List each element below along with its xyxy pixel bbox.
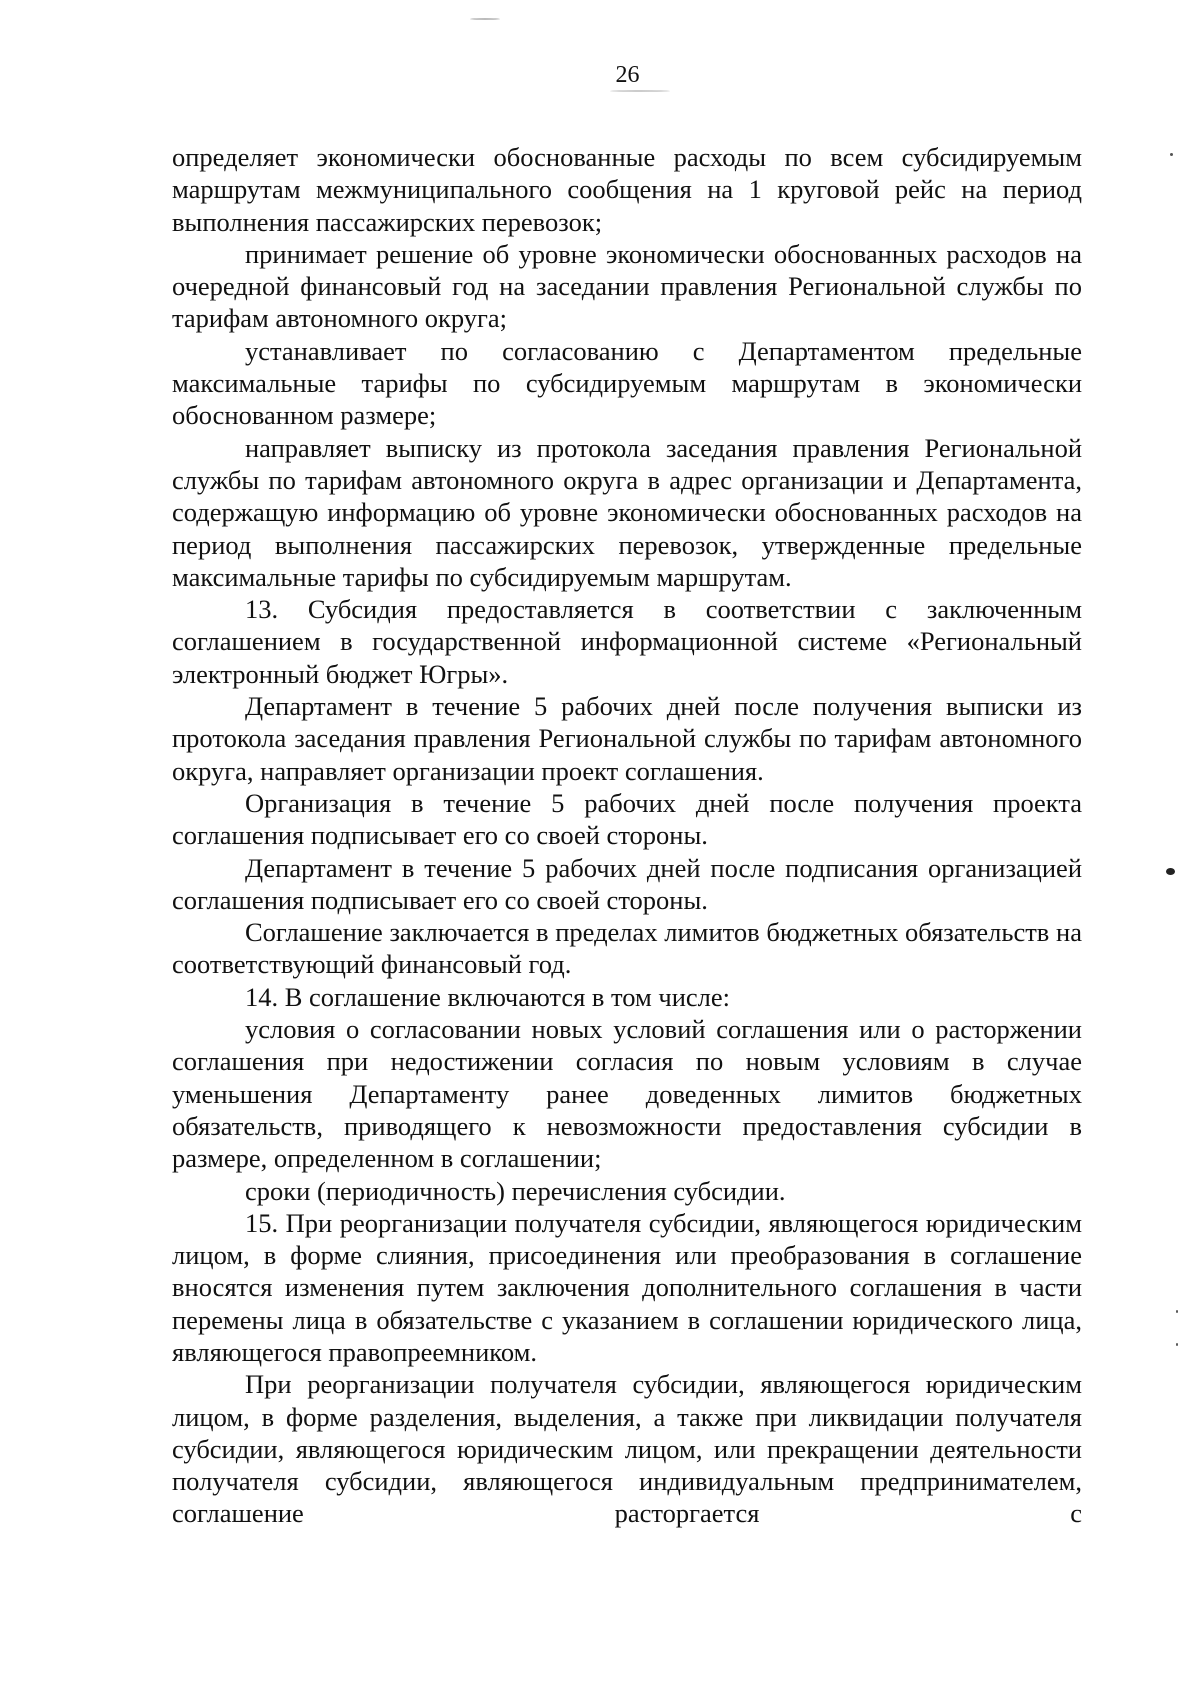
scan-speck bbox=[1176, 1310, 1178, 1313]
scan-speck bbox=[1170, 153, 1173, 156]
paragraph: 15. При реорганизации получателя субсидии, являющегося юридическим лицом, в форме слияния, присоединения или преобразования в соглашение вносятся изменения путем заключения дополнительного соглашения в части перемены лица в обязательстве с указанием в соглашении юридического лица, являющегося правопреемником. bbox=[172, 1207, 1082, 1367]
document-body bbox=[172, 141, 1082, 1530]
paragraph: Соглашение заключается в пределах лимитов бюджетных обязательств на соответствующий финансовый год. bbox=[172, 917, 1082, 980]
paragraph: направляет выписку из протокола заседания правления Региональной службы по тарифам автономного округа в адрес организации и Департамента, содержащую информацию об уровне экономически обоснованных расходов на период выполнения пассажирских перевозок, утвержденные предельные максимальные тарифы по субсидируемым маршрутам. bbox=[172, 432, 1082, 592]
paragraph: устанавливает по согласованию с Департаментом предельные максимальные тарифы по субсидируемым маршрутам в экономически обоснованном размере; bbox=[172, 335, 1082, 431]
scan-speck bbox=[1176, 1343, 1178, 1346]
scan-speck bbox=[470, 18, 500, 20]
paragraph: Департамент в течение 5 рабочих дней после подписания организацией соглашения подписывает его со своей стороны. bbox=[172, 852, 1082, 915]
paragraph: 13. Субсидия предоставляется в соответствии с заключенным соглашением в государственной информационной системе «Региональный электронный бюджет Югры». bbox=[172, 594, 1082, 689]
paragraph: 14. В соглашение включаются в том числе: bbox=[245, 981, 731, 1012]
paragraph: сроки (периодичность) перечисления субсидии. bbox=[245, 1175, 786, 1206]
paragraph: При реорганизации получателя субсидии, являющегося юридическим лицом, в форме разделения, выделения, а также при ликвидации получателя субсидии, являющегося юридическим лицом, или прекращении деятельности получателя субсидии, являющегося индивидуальным предпринимателем, соглашение расторгается с bbox=[172, 1369, 1082, 1529]
paragraph: условия о согласовании новых условий соглашения или о расторжении соглашения при недостижении согласия по новым условиям в случае уменьшения Департаменту ранее доведенных лимитов бюджетных обязательств, приводящего к невозможности предоставления субсидии в размере, определенном в соглашении; bbox=[172, 1014, 1082, 1174]
paragraph: определяет экономически обоснованные расходы по всем субсидируемым маршрутам межмуниципального сообщения на 1 круговой рейс на период выполнения пассажирских перевозок; bbox=[172, 142, 1082, 237]
paragraph: Департамент в течение 5 рабочих дней после получения выписки из протокола заседания правления Региональной службы по тарифам автономного округа, направляет организации проект соглашения. bbox=[172, 691, 1082, 786]
paragraph: принимает решение об уровне экономически обоснованных расходов на очередной финансовый год на заседании правления Региональной службы по тарифам автономного округа; bbox=[172, 238, 1082, 334]
scan-speck bbox=[1166, 868, 1175, 875]
paragraph: Организация в течение 5 рабочих дней после получения проекта соглашения подписывает его со своей стороны. bbox=[172, 787, 1082, 851]
scan-speck bbox=[610, 90, 670, 92]
page-number: 26 bbox=[615, 62, 640, 88]
